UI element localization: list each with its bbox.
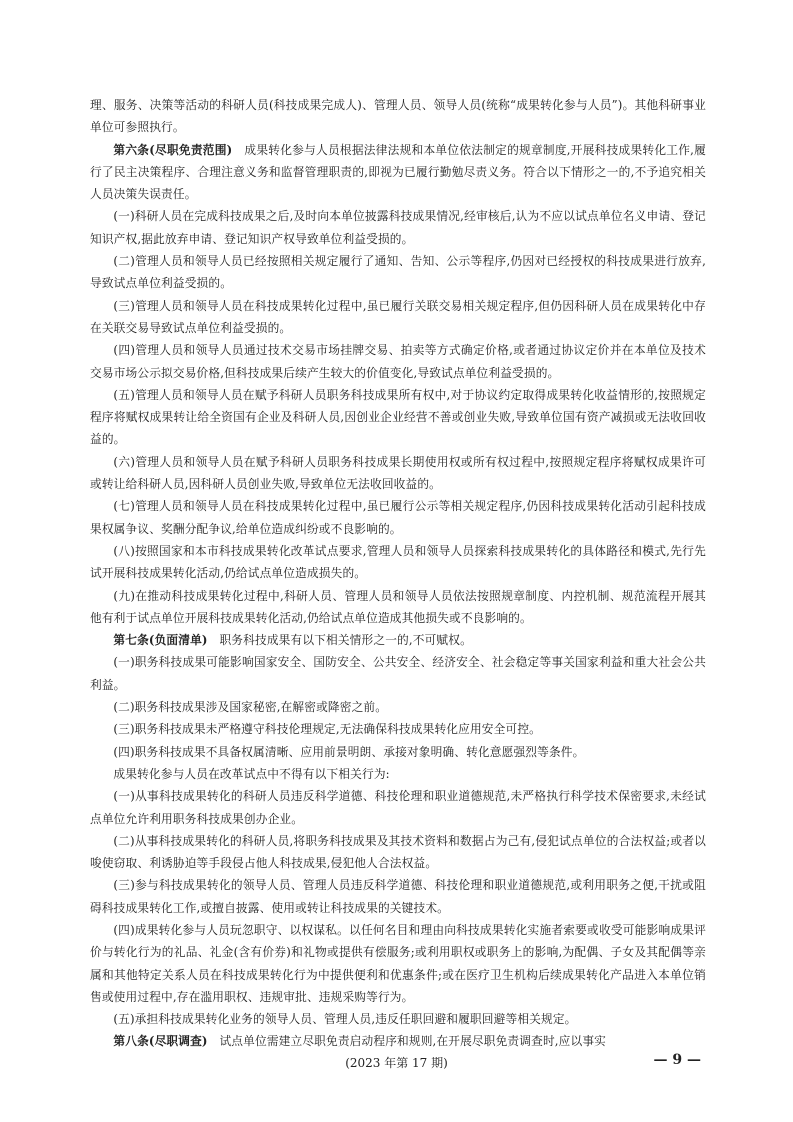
paragraph	[90, 1030, 706, 1052]
paragraph	[90, 718, 706, 740]
paragraph-text: (二)从事科技成果转化的科研人员,将职务科技成果及其技术资料和数据占为己有,侵犯试点单位的合法权益;或者以唆使窃取、利诱胁迫等手段侵占他人科技成果,侵犯他人合法权益。	[90, 833, 706, 871]
page-number: — 9 —	[653, 1052, 701, 1068]
paragraph	[90, 919, 706, 1008]
paragraph	[90, 295, 706, 340]
document-body	[90, 94, 706, 1053]
paragraph-text: (三)管理人员和领导人员在科技成果转化过程中,虽已履行关联交易相关规定程序,但仍因科研人员在成果转化中存在关联交易导致试点单位利益受损的。	[90, 298, 706, 335]
paragraph	[90, 629, 706, 651]
paragraph-text: (二)管理人员和领导人员已经按照相关规定履行了通知、告知、公示等程序,仍因对已经授权的科技成果进行放弃,导致试点单位利益受损的。	[90, 254, 706, 291]
paragraph-text: (七)管理人员和领导人员在科技成果转化过程中,虽已履行公示等相关规定程序,仍因科技成果转化活动引起科技成果权属争议、奖酬分配争议,给单位造成纠纷或不良影响的。	[90, 499, 706, 536]
paragraph	[90, 1008, 706, 1030]
paragraph-text: (四)管理人员和领导人员通过技术交易市场挂牌交易、拍卖等方式确定价格,或者通过协议定价并在本单位及技术交易市场公示拟交易价格,但科技成果后续产生较大的价值变化,导致试点单位利益受损的。	[90, 343, 706, 380]
paragraph-text: 成果转化参与人员根据法律法规和本单位依法制定的规章制度,开展科技成果转化工作,履行了民主决策程序、合理注意义务和监督管理职责的,即视为已履行勤勉尽责义务。符合以下情形之一的,不予追究相关人员决策失误责任。	[90, 142, 706, 202]
paragraph	[90, 585, 706, 630]
paragraph	[90, 540, 706, 585]
paragraph	[90, 830, 706, 875]
article-heading: 第八条(尽职调查)	[113, 1034, 208, 1049]
paragraph	[90, 874, 706, 919]
paragraph	[90, 785, 706, 830]
paragraph-text: 成果转化参与人员在改革试点中不得有以下相关行为:	[113, 766, 390, 781]
paragraph-text: (五)管理人员和领导人员在赋予科研人员职务科技成果所有权中,对于协议约定取得成果转化收益情形的,按照规定程序将赋权成果转让给全资国有企业及科研人员,因创业企业经营不善或创业失败,导致单位国有资产减损或无法收回收益的。	[90, 387, 706, 447]
paragraph-text: 试点单位需建立尽职免责启动程序和规则,在开展尽职免责调查时,应以事实	[207, 1034, 606, 1049]
paragraph-text: (四)职务科技成果不具备权属清晰、应用前景明朗、承接对象明确、转化意愿强烈等条件。	[113, 744, 585, 759]
paragraph-text: (二)职务科技成果涉及国家秘密,在解密或降密之前。	[113, 700, 388, 715]
paragraph-text: (四)成果转化参与人员玩忽职守、以权谋私。以任何名目和理由向科技成果转化实施者索要或收受可能影响成果评价与转化行为的礼品、礼金(含有价券)和礼物或提供有偿服务;或利用职权或职务上的影响,为配偶、子女及其配偶等亲属和其他特定关系人员在科技成果转化行为中提供便利和优惠条件;或在医疗卫生机构后续成果转化产品进入本单位销售或使用过程中,存在滥用职权、违规审批、违规采购等行为。	[90, 922, 706, 1004]
paragraph	[90, 250, 706, 295]
paragraph-text: (三)参与科技成果转化的领导人员、管理人员违反科学道德、科技伦理和职业道德规范,或利用职务之便,干扰或阻碍科技成果转化工作,或擅自披露、使用或转让科技成果的关键技术。	[90, 878, 706, 915]
paragraph-text: (三)职务科技成果未严格遵守科技伦理规定,无法确保科技成果转化应用安全可控。	[113, 722, 541, 737]
paragraph-text: (八)按照国家和本市科技成果转化改革试点要求,管理人员和领导人员探索科技成果转化的具体路径和模式,先行先试开展科技成果转化活动,仍给试点单位造成损失的。	[90, 543, 706, 581]
paragraph	[90, 495, 706, 540]
paragraph	[90, 451, 706, 496]
paragraph	[90, 763, 706, 785]
paragraph	[90, 94, 706, 139]
paragraph-text: (六)管理人员和领导人员在赋予科研人员职务科技成果长期使用权或所有权过程中,按照规定程序将赋权成果许可或转让给科研人员,因科研人员创业失败,导致单位无法收回收益的。	[90, 454, 706, 492]
page-footer	[0, 1052, 793, 1076]
paragraph-text: 职务科技成果有以下相关情形之一的,不可赋权。	[207, 633, 472, 648]
paragraph-text: (五)承担科技成果转化业务的领导人员、管理人员,违反任职回避和履职回避等相关规定。	[113, 1012, 577, 1027]
paragraph-text: (九)在推动科技成果转化过程中,科研人员、管理人员和领导人员依法按照规章制度、内控机制、规范流程开展其他有利于试点单位开展科技成果转化活动,仍给试点单位造成其他损失或不良影响的。	[90, 588, 706, 625]
paragraph-text: (一)从事科技成果转化的科研人员违反科学道德、科技伦理和职业道德规范,未严格执行科学技术保密要求,未经试点单位允许利用职务科技成果创办企业。	[90, 789, 706, 826]
paragraph-text: (一)职务科技成果可能影响国家安全、国防安全、公共安全、经济安全、社会稳定等事关国家利益和重大社会公共利益。	[90, 655, 706, 692]
paragraph-text: (一)科研人员在完成科技成果之后,及时向本单位披露科技成果情况,经审核后,认为不应以试点单位名义申请、登记知识产权,据此放弃申请、登记知识产权导致单位利益受损的。	[90, 209, 706, 246]
issue-label: (2023 年第 17 期)	[345, 1056, 448, 1070]
article-heading: 第六条(尽职免责范围)	[113, 142, 233, 157]
paragraph	[90, 696, 706, 718]
article-heading: 第七条(负面清单)	[113, 633, 208, 648]
paragraph	[90, 339, 706, 384]
paragraph-text: 理、服务、决策等活动的科研人员(科技成果完成人)、管理人员、领导人员(统称“成果转化参与人员”)。其他科研事业单位可参照执行。	[90, 98, 706, 135]
paragraph	[90, 741, 706, 763]
paragraph	[90, 205, 706, 250]
paragraph	[90, 139, 706, 206]
paragraph	[90, 651, 706, 696]
paragraph	[90, 384, 706, 451]
